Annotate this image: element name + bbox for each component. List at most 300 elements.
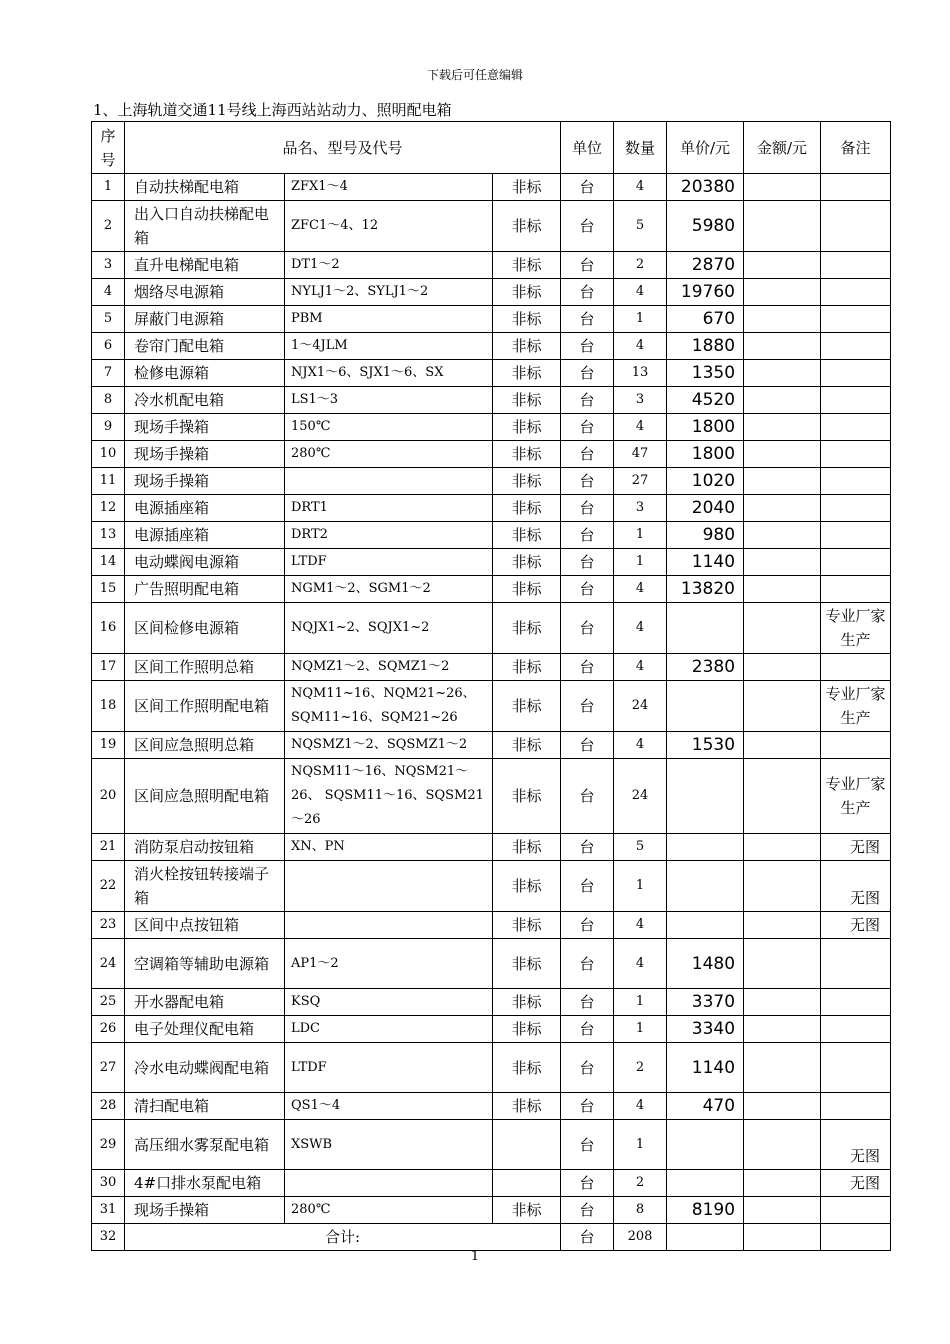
item-qty: 4 bbox=[614, 174, 667, 201]
item-amount bbox=[744, 441, 821, 468]
item-unit: 台 bbox=[561, 549, 614, 576]
item-name: 区间工作照明总箱 bbox=[125, 654, 285, 681]
item-unit: 台 bbox=[561, 1016, 614, 1043]
row-no: 29 bbox=[92, 1120, 125, 1170]
item-qty: 1 bbox=[614, 989, 667, 1016]
item-price: 3340 bbox=[667, 1016, 744, 1043]
table-row bbox=[92, 912, 891, 939]
table-row bbox=[92, 989, 891, 1016]
table-row bbox=[92, 1016, 891, 1043]
row-no: 7 bbox=[92, 360, 125, 387]
item-unit: 台 bbox=[561, 306, 614, 333]
item-model: DRT2 bbox=[285, 522, 493, 549]
item-unit: 台 bbox=[561, 360, 614, 387]
item-note bbox=[821, 387, 891, 414]
table-row bbox=[92, 441, 891, 468]
table-row bbox=[92, 1043, 891, 1093]
item-price bbox=[667, 1120, 744, 1170]
item-standard: 非标 bbox=[493, 441, 561, 468]
item-standard bbox=[493, 1170, 561, 1197]
item-standard: 非标 bbox=[493, 834, 561, 861]
item-price: 1530 bbox=[667, 732, 744, 759]
row-no: 10 bbox=[92, 441, 125, 468]
item-unit: 台 bbox=[561, 912, 614, 939]
item-name: 冷水电动蝶阀配电箱 bbox=[125, 1043, 285, 1093]
page-number: 1 bbox=[470, 1249, 480, 1264]
item-unit: 台 bbox=[561, 603, 614, 654]
table-row bbox=[92, 174, 891, 201]
item-amount bbox=[744, 861, 821, 912]
section-title: 1、上海轨道交通11号线上海西站站动力、照明配电箱 bbox=[93, 101, 452, 119]
item-price bbox=[667, 759, 744, 834]
item-price: 1140 bbox=[667, 1043, 744, 1093]
table-row bbox=[92, 732, 891, 759]
header-name-model: 品名、型号及代号 bbox=[125, 122, 561, 174]
table-row bbox=[92, 549, 891, 576]
item-price: 19760 bbox=[667, 279, 744, 306]
item-amount bbox=[744, 414, 821, 441]
item-amount bbox=[744, 1016, 821, 1043]
item-unit: 台 bbox=[561, 861, 614, 912]
item-unit: 台 bbox=[561, 522, 614, 549]
item-price bbox=[667, 912, 744, 939]
item-amount bbox=[744, 387, 821, 414]
item-amount bbox=[744, 1170, 821, 1197]
item-qty: 4 bbox=[614, 603, 667, 654]
item-name: 区间检修电源箱 bbox=[125, 603, 285, 654]
item-model: ZFC1～4、12 bbox=[285, 201, 493, 252]
item-qty: 27 bbox=[614, 468, 667, 495]
item-note bbox=[821, 468, 891, 495]
item-unit: 台 bbox=[561, 1120, 614, 1170]
item-note: 无图 bbox=[821, 1120, 891, 1170]
row-no: 23 bbox=[92, 912, 125, 939]
item-price: 13820 bbox=[667, 576, 744, 603]
table-row bbox=[92, 681, 891, 732]
item-qty: 5 bbox=[614, 201, 667, 252]
item-note bbox=[821, 201, 891, 252]
table-row bbox=[92, 333, 891, 360]
header-price: 单价/元 bbox=[667, 122, 744, 174]
item-price: 470 bbox=[667, 1093, 744, 1120]
table-row bbox=[92, 1093, 891, 1120]
item-amount bbox=[744, 603, 821, 654]
item-name: 开水器配电箱 bbox=[125, 989, 285, 1016]
item-unit: 台 bbox=[561, 989, 614, 1016]
row-no: 2 bbox=[92, 201, 125, 252]
item-model: DRT1 bbox=[285, 495, 493, 522]
item-name: 消防泵启动按钮箱 bbox=[125, 834, 285, 861]
item-qty: 13 bbox=[614, 360, 667, 387]
item-amount bbox=[744, 654, 821, 681]
table-header-row bbox=[92, 122, 891, 174]
item-model: NGM1～2、SGM1～2 bbox=[285, 576, 493, 603]
item-note: 无图 bbox=[821, 1170, 891, 1197]
item-note: 无图 bbox=[821, 861, 891, 912]
row-no: 18 bbox=[92, 681, 125, 732]
item-standard: 非标 bbox=[493, 495, 561, 522]
table-row bbox=[92, 1197, 891, 1224]
item-qty: 8 bbox=[614, 1197, 667, 1224]
item-price: 1800 bbox=[667, 414, 744, 441]
item-model: PBM bbox=[285, 306, 493, 333]
row-no: 22 bbox=[92, 861, 125, 912]
total-label: 合计: bbox=[125, 1224, 561, 1251]
item-model: NQSM11～16、NQSM21～26、 SQSM11～16、SQSM21～26 bbox=[285, 759, 493, 834]
item-name: 电源插座箱 bbox=[125, 522, 285, 549]
item-name: 广告照明配电箱 bbox=[125, 576, 285, 603]
item-name: 烟络尽电源箱 bbox=[125, 279, 285, 306]
item-qty: 24 bbox=[614, 759, 667, 834]
item-unit: 台 bbox=[561, 174, 614, 201]
total-no: 32 bbox=[92, 1224, 125, 1251]
table-row bbox=[92, 576, 891, 603]
header-no: 序号 bbox=[92, 122, 125, 174]
item-model: 280℃ bbox=[285, 1197, 493, 1224]
item-note: 专业厂家生产 bbox=[821, 759, 891, 834]
table-row bbox=[92, 201, 891, 252]
item-name: 屏蔽门电源箱 bbox=[125, 306, 285, 333]
item-unit: 台 bbox=[561, 939, 614, 989]
item-price: 2870 bbox=[667, 252, 744, 279]
table-row bbox=[92, 306, 891, 333]
item-qty: 4 bbox=[614, 279, 667, 306]
item-unit: 台 bbox=[561, 732, 614, 759]
item-note bbox=[821, 522, 891, 549]
table-row bbox=[92, 360, 891, 387]
row-no: 19 bbox=[92, 732, 125, 759]
item-qty: 1 bbox=[614, 549, 667, 576]
item-unit: 台 bbox=[561, 414, 614, 441]
item-model: NYLJ1～2、SYLJ1～2 bbox=[285, 279, 493, 306]
item-name: 高压细水雾泵配电箱 bbox=[125, 1120, 285, 1170]
item-amount bbox=[744, 306, 821, 333]
total-note bbox=[821, 1224, 891, 1251]
item-model: NJX1～6、SJX1～6、SX bbox=[285, 360, 493, 387]
row-no: 26 bbox=[92, 1016, 125, 1043]
item-standard: 非标 bbox=[493, 861, 561, 912]
item-qty: 4 bbox=[614, 654, 667, 681]
table-row bbox=[92, 1170, 891, 1197]
item-standard: 非标 bbox=[493, 387, 561, 414]
item-amount bbox=[744, 1093, 821, 1120]
header-unit: 单位 bbox=[561, 122, 614, 174]
item-standard: 非标 bbox=[493, 1016, 561, 1043]
table-row bbox=[92, 654, 891, 681]
item-qty: 2 bbox=[614, 1043, 667, 1093]
item-unit: 台 bbox=[561, 279, 614, 306]
row-no: 20 bbox=[92, 759, 125, 834]
item-model bbox=[285, 468, 493, 495]
item-name: 电动蝶阀电源箱 bbox=[125, 549, 285, 576]
item-note bbox=[821, 576, 891, 603]
item-amount bbox=[744, 333, 821, 360]
item-amount bbox=[744, 1120, 821, 1170]
item-standard: 非标 bbox=[493, 360, 561, 387]
item-qty: 1 bbox=[614, 522, 667, 549]
item-model: KSQ bbox=[285, 989, 493, 1016]
table-row bbox=[92, 834, 891, 861]
item-price bbox=[667, 861, 744, 912]
header-note: 下载后可任意编辑 bbox=[426, 68, 523, 82]
item-note bbox=[821, 441, 891, 468]
item-amount bbox=[744, 252, 821, 279]
item-standard: 非标 bbox=[493, 576, 561, 603]
row-no: 8 bbox=[92, 387, 125, 414]
item-standard: 非标 bbox=[493, 681, 561, 732]
row-no: 13 bbox=[92, 522, 125, 549]
item-standard: 非标 bbox=[493, 201, 561, 252]
item-unit: 台 bbox=[561, 681, 614, 732]
item-amount bbox=[744, 360, 821, 387]
item-name: 电子处理仪配电箱 bbox=[125, 1016, 285, 1043]
item-price: 1800 bbox=[667, 441, 744, 468]
item-standard: 非标 bbox=[493, 603, 561, 654]
item-amount bbox=[744, 1197, 821, 1224]
item-standard: 非标 bbox=[493, 912, 561, 939]
total-qty: 208 bbox=[614, 1224, 667, 1251]
item-unit: 台 bbox=[561, 252, 614, 279]
item-note bbox=[821, 939, 891, 989]
table-row bbox=[92, 279, 891, 306]
item-model: LS1～3 bbox=[285, 387, 493, 414]
item-price: 670 bbox=[667, 306, 744, 333]
item-price: 1020 bbox=[667, 468, 744, 495]
item-amount bbox=[744, 759, 821, 834]
item-note bbox=[821, 1016, 891, 1043]
item-model: ZFX1～4 bbox=[285, 174, 493, 201]
item-qty: 4 bbox=[614, 1093, 667, 1120]
row-no: 3 bbox=[92, 252, 125, 279]
item-unit: 台 bbox=[561, 387, 614, 414]
table-row bbox=[92, 387, 891, 414]
item-model: 280℃ bbox=[285, 441, 493, 468]
item-amount bbox=[744, 834, 821, 861]
table-row bbox=[92, 468, 891, 495]
item-amount bbox=[744, 989, 821, 1016]
item-name: 区间应急照明配电箱 bbox=[125, 759, 285, 834]
item-note bbox=[821, 306, 891, 333]
item-model: LTDF bbox=[285, 1043, 493, 1093]
item-qty: 4 bbox=[614, 414, 667, 441]
item-note bbox=[821, 252, 891, 279]
item-name: 自动扶梯配电箱 bbox=[125, 174, 285, 201]
item-unit: 台 bbox=[561, 468, 614, 495]
item-model bbox=[285, 912, 493, 939]
item-name: 现场手操箱 bbox=[125, 414, 285, 441]
item-note bbox=[821, 654, 891, 681]
item-price: 20380 bbox=[667, 174, 744, 201]
item-note bbox=[821, 989, 891, 1016]
item-standard bbox=[493, 1120, 561, 1170]
item-qty: 1 bbox=[614, 1120, 667, 1170]
item-qty: 1 bbox=[614, 861, 667, 912]
item-price: 8190 bbox=[667, 1197, 744, 1224]
item-price: 1140 bbox=[667, 549, 744, 576]
item-model: DT1～2 bbox=[285, 252, 493, 279]
table-row bbox=[92, 759, 891, 834]
item-note bbox=[821, 174, 891, 201]
item-unit: 台 bbox=[561, 495, 614, 522]
item-name: 空调箱等辅助电源箱 bbox=[125, 939, 285, 989]
row-no: 11 bbox=[92, 468, 125, 495]
row-no: 9 bbox=[92, 414, 125, 441]
total-amount bbox=[744, 1224, 821, 1251]
item-model: 150℃ bbox=[285, 414, 493, 441]
item-unit: 台 bbox=[561, 759, 614, 834]
item-note bbox=[821, 732, 891, 759]
item-qty: 1 bbox=[614, 1016, 667, 1043]
row-no: 25 bbox=[92, 989, 125, 1016]
item-note: 无图 bbox=[821, 834, 891, 861]
item-name: 4#口排水泵配电箱 bbox=[125, 1170, 285, 1197]
item-standard: 非标 bbox=[493, 759, 561, 834]
item-standard: 非标 bbox=[493, 279, 561, 306]
item-unit: 台 bbox=[561, 1170, 614, 1197]
total-price bbox=[667, 1224, 744, 1251]
item-price bbox=[667, 834, 744, 861]
item-note bbox=[821, 1197, 891, 1224]
item-amount bbox=[744, 201, 821, 252]
item-price: 2380 bbox=[667, 654, 744, 681]
item-name: 现场手操箱 bbox=[125, 468, 285, 495]
item-standard: 非标 bbox=[493, 939, 561, 989]
item-standard: 非标 bbox=[493, 654, 561, 681]
header-note: 备注 bbox=[821, 122, 891, 174]
item-price: 1350 bbox=[667, 360, 744, 387]
item-amount bbox=[744, 522, 821, 549]
item-amount bbox=[744, 279, 821, 306]
total-row bbox=[92, 1224, 891, 1251]
row-no: 5 bbox=[92, 306, 125, 333]
item-standard: 非标 bbox=[493, 1197, 561, 1224]
item-standard: 非标 bbox=[493, 1093, 561, 1120]
row-no: 17 bbox=[92, 654, 125, 681]
item-name: 检修电源箱 bbox=[125, 360, 285, 387]
item-note bbox=[821, 414, 891, 441]
item-amount bbox=[744, 549, 821, 576]
item-price: 1880 bbox=[667, 333, 744, 360]
item-amount bbox=[744, 576, 821, 603]
item-model: NQM11~16、NQM21~26、SQM11~16、SQM21~26 bbox=[285, 681, 493, 732]
row-no: 15 bbox=[92, 576, 125, 603]
item-name: 出入口自动扶梯配电箱 bbox=[125, 201, 285, 252]
item-qty: 4 bbox=[614, 333, 667, 360]
item-note bbox=[821, 549, 891, 576]
item-qty: 47 bbox=[614, 441, 667, 468]
item-qty: 2 bbox=[614, 1170, 667, 1197]
item-qty: 2 bbox=[614, 252, 667, 279]
item-unit: 台 bbox=[561, 1093, 614, 1120]
item-name: 消火栓按钮转接端子箱 bbox=[125, 861, 285, 912]
item-note: 专业厂家生产 bbox=[821, 603, 891, 654]
item-standard: 非标 bbox=[493, 252, 561, 279]
item-qty: 5 bbox=[614, 834, 667, 861]
row-no: 30 bbox=[92, 1170, 125, 1197]
item-price: 2040 bbox=[667, 495, 744, 522]
item-model: QS1～4 bbox=[285, 1093, 493, 1120]
item-qty: 4 bbox=[614, 939, 667, 989]
item-note bbox=[821, 1093, 891, 1120]
item-standard: 非标 bbox=[493, 414, 561, 441]
item-price: 1480 bbox=[667, 939, 744, 989]
item-qty: 4 bbox=[614, 732, 667, 759]
item-price: 5980 bbox=[667, 201, 744, 252]
item-name: 现场手操箱 bbox=[125, 441, 285, 468]
row-no: 1 bbox=[92, 174, 125, 201]
item-note bbox=[821, 1043, 891, 1093]
item-model bbox=[285, 1170, 493, 1197]
table-row bbox=[92, 1120, 891, 1170]
item-standard: 非标 bbox=[493, 306, 561, 333]
item-standard: 非标 bbox=[493, 989, 561, 1016]
item-amount bbox=[744, 912, 821, 939]
table-row bbox=[92, 522, 891, 549]
item-qty: 4 bbox=[614, 576, 667, 603]
item-unit: 台 bbox=[561, 1043, 614, 1093]
item-qty: 3 bbox=[614, 387, 667, 414]
item-note bbox=[821, 360, 891, 387]
item-amount bbox=[744, 939, 821, 989]
item-unit: 台 bbox=[561, 654, 614, 681]
item-unit: 台 bbox=[561, 441, 614, 468]
table-row bbox=[92, 495, 891, 522]
item-qty: 3 bbox=[614, 495, 667, 522]
item-name: 直升电梯配电箱 bbox=[125, 252, 285, 279]
item-model bbox=[285, 861, 493, 912]
item-standard: 非标 bbox=[493, 522, 561, 549]
total-unit: 台 bbox=[561, 1224, 614, 1251]
header-amount: 金额/元 bbox=[744, 122, 821, 174]
item-amount bbox=[744, 174, 821, 201]
row-no: 6 bbox=[92, 333, 125, 360]
item-name: 区间应急照明总箱 bbox=[125, 732, 285, 759]
item-model: LDC bbox=[285, 1016, 493, 1043]
equipment-table bbox=[91, 121, 891, 1251]
item-note bbox=[821, 279, 891, 306]
item-name: 现场手操箱 bbox=[125, 1197, 285, 1224]
row-no: 28 bbox=[92, 1093, 125, 1120]
item-price bbox=[667, 681, 744, 732]
item-amount bbox=[744, 495, 821, 522]
item-name: 电源插座箱 bbox=[125, 495, 285, 522]
item-price bbox=[667, 603, 744, 654]
item-standard: 非标 bbox=[493, 732, 561, 759]
table-row bbox=[92, 252, 891, 279]
item-model: NQMZ1～2、SQMZ1～2 bbox=[285, 654, 493, 681]
item-amount bbox=[744, 468, 821, 495]
item-unit: 台 bbox=[561, 576, 614, 603]
item-qty: 1 bbox=[614, 306, 667, 333]
item-model: XN、PN bbox=[285, 834, 493, 861]
table-row bbox=[92, 603, 891, 654]
item-amount bbox=[744, 1043, 821, 1093]
item-qty: 24 bbox=[614, 681, 667, 732]
row-no: 31 bbox=[92, 1197, 125, 1224]
item-price: 3370 bbox=[667, 989, 744, 1016]
item-name: 卷帘门配电箱 bbox=[125, 333, 285, 360]
item-note bbox=[821, 495, 891, 522]
item-unit: 台 bbox=[561, 333, 614, 360]
item-model: LTDF bbox=[285, 549, 493, 576]
row-no: 21 bbox=[92, 834, 125, 861]
item-standard: 非标 bbox=[493, 1043, 561, 1093]
item-model: 1～4JLM bbox=[285, 333, 493, 360]
table-row bbox=[92, 939, 891, 989]
item-price: 980 bbox=[667, 522, 744, 549]
item-amount bbox=[744, 681, 821, 732]
item-price: 4520 bbox=[667, 387, 744, 414]
